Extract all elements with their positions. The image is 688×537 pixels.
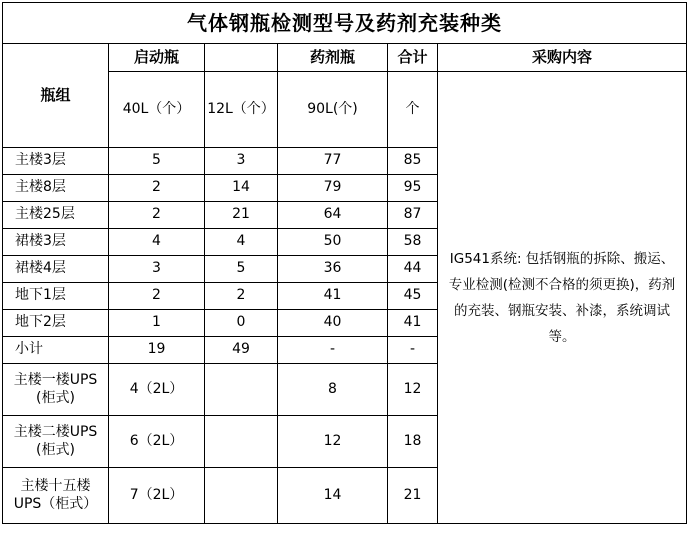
row-group: 裙楼3层 — [3, 229, 109, 256]
cell-90l: 41 — [278, 283, 388, 310]
subheader-12l: 12L（个） — [205, 72, 278, 148]
cell-40l: 7（2L） — [109, 468, 205, 524]
cell-total: 87 — [388, 202, 438, 229]
header-start-bottle: 启动瓶 — [109, 44, 205, 72]
row-group — [3, 468, 109, 524]
row-group-line2: (柜式) — [36, 389, 75, 406]
subheader-total-unit: 个 — [388, 72, 438, 148]
cell-90l: 64 — [278, 202, 388, 229]
cell-40l: 2 — [109, 283, 205, 310]
row-group: 地下1层 — [3, 283, 109, 310]
header-purchase: 采购内容 — [438, 44, 687, 72]
row-group: 主楼3层 — [3, 148, 109, 175]
cell-total: 12 — [388, 364, 438, 416]
cell-90l: 36 — [278, 256, 388, 283]
inspection-table — [2, 2, 687, 524]
cell-12l: 3 — [205, 148, 278, 175]
cell-total: 58 — [388, 229, 438, 256]
cell-12l: 2 — [205, 283, 278, 310]
cell-total: - — [388, 337, 438, 364]
subheader-40l: 40L（个） — [109, 72, 205, 148]
row-group-line1: 主楼二楼UPS — [13, 424, 98, 440]
row-group-line2: (柜式) — [36, 441, 75, 458]
cell-90l: 40 — [278, 310, 388, 337]
row-group: 主楼25层 — [3, 202, 109, 229]
row-group: 主楼8层 — [3, 175, 109, 202]
purchase-content: IG541系统: 包括钢瓶的拆除、搬运、专业检测(检测不合格的须更换)，药剂的充装、钢瓶安装、补漆，系统调试等。 — [438, 72, 687, 524]
cell-90l: 14 — [278, 468, 388, 524]
cell-12l: 49 — [205, 337, 278, 364]
cell-total: 18 — [388, 416, 438, 468]
header-agent-bottle: 药剂瓶 — [278, 44, 388, 72]
row-group: 地下2层 — [3, 310, 109, 337]
header-total: 合计 — [388, 44, 438, 72]
subheader-90l: 90L(个) — [278, 72, 388, 148]
cell-12l: 5 — [205, 256, 278, 283]
cell-90l: 77 — [278, 148, 388, 175]
cell-total: 45 — [388, 283, 438, 310]
cell-40l: 1 — [109, 310, 205, 337]
cell-12l: 21 — [205, 202, 278, 229]
table-title: 气体钢瓶检测型号及药剂充装种类 — [3, 3, 687, 44]
header-bottle-group: 瓶组 — [3, 44, 109, 148]
row-group-line1: 主楼一楼UPS — [13, 372, 98, 388]
cell-40l: 19 — [109, 337, 205, 364]
cell-total: 95 — [388, 175, 438, 202]
cell-total: 44 — [388, 256, 438, 283]
row-group — [3, 364, 109, 416]
cell-40l: 3 — [109, 256, 205, 283]
cell-40l: 6（2L） — [109, 416, 205, 468]
cell-total: 21 — [388, 468, 438, 524]
cell-total: 85 — [388, 148, 438, 175]
cell-90l: 79 — [278, 175, 388, 202]
row-group-line2: UPS（柜式） — [13, 495, 98, 512]
cell-90l: 8 — [278, 364, 388, 416]
cell-40l: 4 — [109, 229, 205, 256]
cell-12l — [205, 468, 278, 524]
cell-12l — [205, 364, 278, 416]
cell-40l: 2 — [109, 175, 205, 202]
cell-90l: 50 — [278, 229, 388, 256]
cell-12l — [205, 416, 278, 468]
cell-40l: 5 — [109, 148, 205, 175]
cell-12l: 4 — [205, 229, 278, 256]
cell-90l: 12 — [278, 416, 388, 468]
cell-90l: - — [278, 337, 388, 364]
cell-12l: 14 — [205, 175, 278, 202]
row-group — [3, 416, 109, 468]
row-group-line1: 主楼十五楼 — [20, 478, 91, 494]
row-group: 小计 — [3, 337, 109, 364]
row-group: 裙楼4层 — [3, 256, 109, 283]
header-empty — [205, 44, 278, 72]
cell-40l: 4（2L） — [109, 364, 205, 416]
cell-total: 41 — [388, 310, 438, 337]
cell-12l: 0 — [205, 310, 278, 337]
cell-40l: 2 — [109, 202, 205, 229]
